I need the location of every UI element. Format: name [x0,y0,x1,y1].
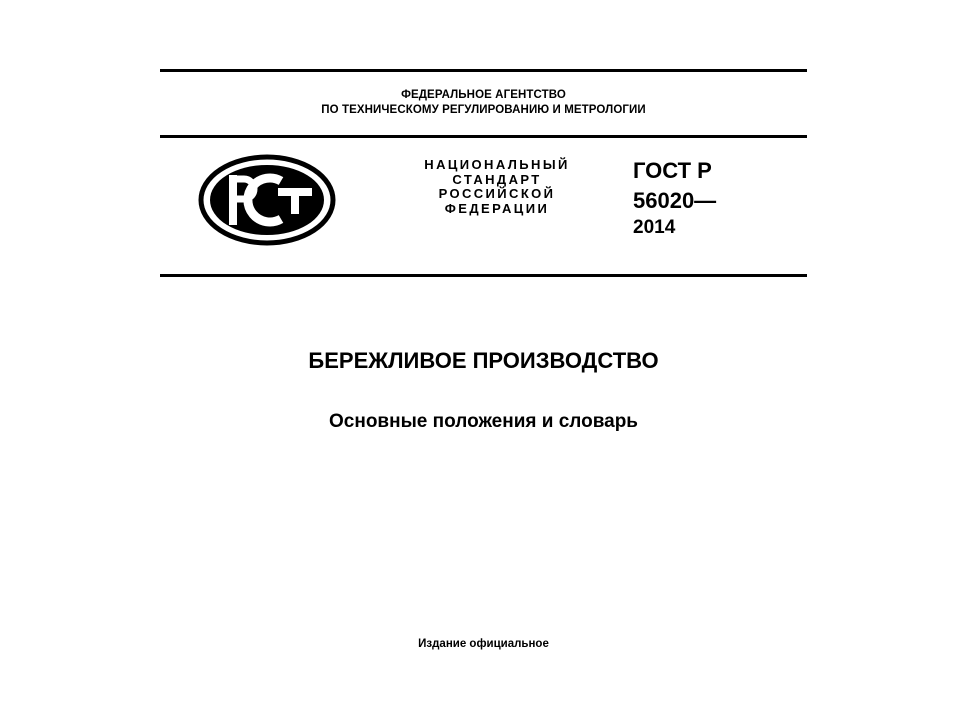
agency-line-2: ПО ТЕХНИЧЕСКОМУ РЕГУЛИРОВАНИЮ И МЕТРОЛОГИИ [321,104,646,116]
designation-line-2: 56020— [633,188,717,213]
top-rule [160,69,807,72]
middle-rule [160,135,807,138]
standard-type-line-1: НАЦИОНАЛЬНЫЙ [424,157,570,172]
designation-line-3: 2014 [633,217,676,238]
agency-header [160,88,807,118]
designation-line-1: ГОСТ Р [633,158,712,183]
agency-line-1: ФЕДЕРАЛЬНОЕ АГЕНТСТВО [401,89,566,101]
rst-certification-mark-icon [198,154,336,246]
document-subtitle: Основные положения и словарь [329,411,638,432]
edition-note: Издание официальное [418,638,549,650]
standard-type-block [400,158,594,216]
document-title: БЕРЕЖЛИВОЕ ПРОИЗВОДСТВО [308,348,659,373]
standard-type-line-4: ФЕДЕРАЦИИ [444,200,550,216]
standard-type-line-3: РОССИЙСКОЙ [438,186,556,201]
standard-designation [633,156,716,240]
bottom-rule [160,274,807,277]
standard-type-line-2: СТАНДАРТ [452,171,542,187]
